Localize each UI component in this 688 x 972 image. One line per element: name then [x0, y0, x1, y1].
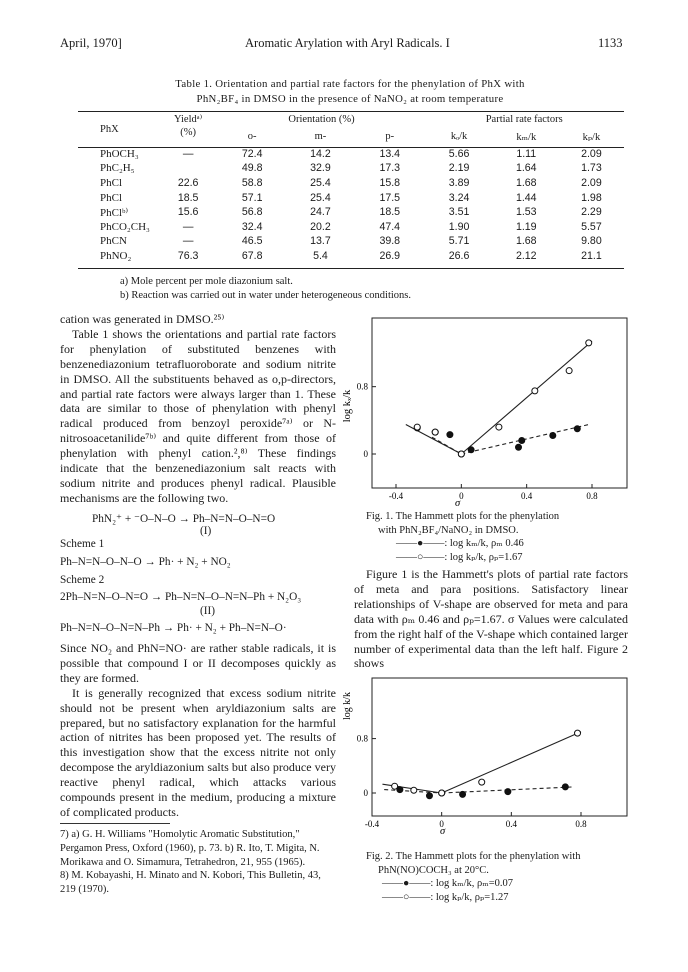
table-cell-yield: 22.6: [177, 177, 199, 190]
table-cell-p: 47.4: [379, 220, 401, 233]
figure-1-xlabel: σ: [455, 498, 461, 509]
f1-para-fit-line: [461, 341, 592, 454]
figure-2-ticks: [357, 734, 587, 829]
equation-2: Ph–N=N–O–N–O → Ph· + N₂ + NO₂: [60, 556, 231, 568]
table-cell-kp: 9.80: [581, 235, 602, 248]
table-cell-o: 56.8: [241, 206, 263, 219]
header-orientation: Orientation (%): [288, 113, 355, 125]
paragraph-nitrite: It is generally recognized that excess sodium nitrite should not be present when aryldiazonium salts are prepared, but no satisfactory explanation for the harmful action of nitrites has been proposed yet. The results of this investigation show that the excess nitrite not only decompose the aryldiazonium salts but also produce very reactive phenyl radical, which attacks various compounds present in the medium, producing a mixture of complicated products.: [60, 685, 336, 819]
left-column: [60, 312, 336, 506]
f2-xtick-label: 0.4: [505, 819, 517, 829]
f1-meta-point: [550, 432, 556, 438]
header-km: kₘ/k: [516, 131, 537, 143]
header-partial-rate: Partial rate factors: [485, 113, 563, 125]
f1-para-point: [432, 429, 438, 435]
references: [60, 828, 336, 897]
f1-para-point: [496, 424, 502, 430]
table-cell-km: 1.68: [515, 235, 537, 248]
table-footnote-b: b) Reaction was carried out in water under heterogeneous conditions.: [120, 290, 411, 301]
table-row: [78, 234, 624, 249]
table-cell-phx: PhCO₂CH₃: [100, 220, 150, 233]
table-cell-m: 32.9: [310, 162, 331, 175]
f2-ytick-label: 0.8: [356, 733, 368, 744]
paragraph-stable-radicals: Since NO₂ and PhN=NO· are rather stable radicals, it is possible that compound I or II decomposes quickly as they are formed.: [60, 641, 336, 685]
f2-para-point: [439, 790, 445, 796]
table-cell-ko: 1.90: [448, 220, 470, 233]
scheme-2-label: Scheme 2: [60, 574, 105, 586]
header-yield-unit: (%): [180, 126, 196, 138]
paragraph-figure1: Figure 1 is the Hammett's plots of partial rate factors of meta and para positions. Satisfactory linear relationships of V-shape are observed for meta and para data with ρₘ 0.46 and ρₚ=1.67. σ Values were calculated from the right half of the V-shape which contained larger number of experimental data than the left half. Figure 2 shows: [354, 567, 628, 671]
table-cell-o: 32.4: [241, 220, 263, 233]
header-para: p-: [385, 131, 395, 143]
figure-1-chart: [342, 316, 634, 510]
running-header-title: Aromatic Arylation with Aryl Radicals. I: [245, 36, 450, 50]
table-cell-p: 18.5: [379, 206, 401, 219]
f2-para-point: [411, 787, 417, 793]
figure-1-points: [414, 340, 592, 457]
table-cell-m: 25.4: [310, 177, 331, 190]
table-cell-kp: 1.98: [581, 191, 602, 204]
table-cell-o: 46.5: [241, 235, 263, 248]
header-phx: PhX: [100, 123, 119, 135]
f2-para-point: [575, 730, 581, 736]
table-cell-kp: 5.57: [581, 220, 602, 233]
figure-1-caption: [366, 510, 636, 564]
table-cell-p: 26.9: [379, 250, 401, 263]
equation-3: 2Ph–N=N–O–N=O → Ph–N=N–O–N=N–Ph + N₂O₃: [60, 591, 302, 603]
table-cell-kp: 2.09: [581, 177, 602, 190]
f1-para-point: [532, 388, 538, 394]
table-row: [78, 147, 624, 162]
table-cell-phx: PhCN: [100, 235, 127, 248]
table-cell-ko: 26.6: [448, 250, 470, 263]
figure-2-legend-para: ——○——: log kₚ/k, ρₚ=1.27: [382, 891, 509, 903]
figure-2-xlabel: σ: [440, 826, 446, 837]
table-cell-km: 1.19: [515, 220, 537, 233]
f1-xtick-label: 0.8: [586, 491, 598, 501]
header-ortho: o-: [247, 131, 257, 143]
f1-xtick-label: 0: [459, 491, 464, 501]
f1-meta-point: [516, 444, 522, 450]
equation-4: Ph–N=N–O–N=N–Ph → Ph· + N₂ + Ph–N=N–O·: [60, 622, 287, 634]
footnote-divider: [60, 823, 170, 824]
f1-para-point: [586, 340, 592, 346]
header-meta: m-: [314, 131, 327, 143]
f2-xtick-label: -0.4: [364, 819, 380, 829]
f2-meta-point: [562, 784, 568, 790]
table-cell-yield: 15.6: [177, 206, 199, 219]
table-caption-line2: PhN₂BF₄ in DMSO in the presence of NaNO₂ at room temperature: [196, 93, 504, 105]
table-cell-km: 1.53: [515, 206, 537, 219]
f1-meta-point: [468, 447, 474, 453]
table-cell-o: 49.8: [241, 162, 263, 175]
f2-ytick-label: 0: [363, 788, 368, 798]
header-kp: kₚ/k: [582, 131, 601, 143]
f2-para-fit-line: [442, 732, 581, 793]
table-cell-ko: 3.24: [448, 191, 470, 204]
table-cell-phx: PhOCH₃: [100, 147, 139, 160]
f2-meta-point: [460, 791, 466, 797]
equation-1: PhN₂⁺ + ⁻O–N–O → Ph–N=N–O–N=O: [92, 513, 276, 525]
figure-2-caption-line2: PhN(NO)COCH₃ at 20°C.: [378, 864, 489, 876]
table-cell-kp: 2.29: [581, 206, 602, 219]
table-cell-p: 39.8: [379, 235, 401, 248]
table-cell-ko: 2.19: [448, 162, 470, 175]
f1-para-point: [414, 424, 420, 430]
table-cell-km: 2.12: [515, 250, 537, 263]
f2-meta-point: [505, 789, 511, 795]
scheme-1-label: Scheme 1: [60, 538, 105, 550]
table-bottom-rule: [78, 268, 624, 269]
f1-para-point: [458, 451, 464, 457]
table-cell-m: 5.4: [313, 250, 328, 263]
table-cell-p: 17.3: [379, 162, 401, 175]
table-cell-phx: PhCl: [100, 191, 123, 204]
equation-3-label: (II): [200, 605, 216, 617]
f2-xtick-label: 0: [439, 819, 444, 829]
table-cell-ko: 3.89: [448, 177, 470, 190]
table-cell-yield: 76.3: [177, 250, 199, 263]
table-cell-m: 24.7: [310, 206, 331, 219]
f2-meta-point: [426, 793, 432, 799]
orientation-table: [78, 112, 624, 263]
table-cell-p: 13.4: [379, 147, 401, 160]
reference-7: 7) a) G. H. Williams "Homolytic Aromatic Substitution," Pergamon Press, Oxford (1960), p. 73. b) R. Ito, T. Migita, N. Morikawa and O. Simamura, Tetrahedron, 21, 955 (1965).: [60, 829, 320, 868]
f1-meta-point: [574, 426, 580, 432]
f2-xtick-label: 0.8: [575, 819, 587, 829]
table-cell-o: 57.1: [241, 191, 263, 204]
table-cell-yield: —: [182, 147, 194, 160]
figure-1-lines: [406, 341, 592, 454]
table-cell-ko: 5.71: [448, 235, 470, 248]
figure-2-frame: [372, 678, 627, 816]
table-cell-kp: 2.09: [581, 147, 602, 160]
paragraph-continuation: cation was generated in DMSO.²⁵⁾: [60, 312, 225, 326]
figure-2-chart: [342, 676, 634, 838]
table-cell-yield: [158, 161, 219, 176]
table-footnote-a: a) Mole percent per mole diazonium salt.: [120, 276, 293, 287]
table-cell-phx: PhClᵇ⁾: [100, 206, 129, 219]
reference-8: 8) M. Kobayashi, H. Minato and N. Kobori, This Bulletin, 43, 219 (1970).: [60, 870, 321, 896]
f1-xtick-label: -0.4: [388, 491, 404, 501]
table-cell-phx: PhNO₂: [100, 250, 132, 263]
figure-1-ticks: [357, 382, 598, 501]
table-cell-ko: 5.66: [448, 147, 470, 160]
f1-meta-fit-line: [461, 425, 588, 454]
figure-2-caption: [366, 850, 646, 904]
table-row: [78, 176, 624, 191]
table-cell-p: 17.5: [379, 191, 401, 204]
table-cell-phx: PhCl: [100, 177, 123, 190]
f1-meta-point: [519, 438, 525, 444]
table-row: [78, 190, 624, 205]
figure-2-points: [392, 730, 581, 799]
table-cell-ko: 3.51: [448, 206, 470, 219]
table-body: [78, 147, 624, 264]
table-cell-km: 1.64: [515, 162, 537, 175]
figure-1-caption-line1: Fig. 1. The Hammett plots for the phenylation: [366, 511, 560, 522]
table-cell-km: 1.44: [515, 191, 537, 204]
table-cell-m: 25.4: [310, 191, 331, 204]
right-column: [354, 567, 628, 671]
table-cell-o: 67.8: [241, 250, 263, 263]
table-cell-km: 1.68: [515, 177, 537, 190]
table-row: [78, 220, 624, 235]
table-cell-yield: 18.5: [177, 191, 199, 204]
f1-para-point: [566, 368, 572, 374]
f1-ytick-label: 0.8: [356, 381, 368, 392]
table-cell-o: 58.8: [241, 177, 263, 190]
paragraph-table1: Table 1 shows the orientations and partial rate factors for phenylation of substituted benzenes with benzenediazonium tetrafluoroborate and sodium nitrite in DMSO. All the substituents behaved as o,p-directors, and partial rate factors were always larger than 1. These data are similar to those of phenylation with phenyl radical produced from benzoyl peroxide⁷ᵃ⁾ or N-nitrosoacetanilide⁷ᵇ⁾ and quite different from those of phenylation with phenyl cation.²,⁸⁾ These findings indicate that the benzenediazonium salt reacts with sodium nitrite and produces phenyl radical. Plausible mechanisms are the following two.: [60, 326, 336, 505]
table-cell-phx: PhC₂H₅: [100, 162, 135, 175]
figure-1-legend-meta: ——●——: log kₘ/k, ρₘ 0.46: [396, 538, 524, 550]
header-yield: Yieldᵃ⁾: [174, 114, 203, 126]
running-header-date: April, 1970]: [60, 36, 122, 50]
figure-2-ylabel: log k/k: [342, 691, 353, 721]
figure-2-caption-line1: Fig. 2. The Hammett plots for the phenylation with: [366, 851, 581, 862]
table-cell-m: 13.7: [310, 235, 331, 248]
f2-para-point: [392, 783, 398, 789]
table-row: [78, 161, 624, 176]
table-cell-m: 20.2: [310, 220, 331, 233]
table-cell-yield: —: [182, 235, 194, 248]
table-cell-p: 15.8: [379, 177, 401, 190]
f1-ytick-label: 0: [363, 449, 368, 459]
table-row: [78, 205, 624, 220]
table-cell-yield: —: [182, 220, 194, 233]
table-cell-km: 1.11: [516, 147, 537, 160]
equation-1-label: (I): [200, 525, 212, 537]
table-cell-kp: 1.73: [581, 162, 602, 175]
f1-xtick-label: 0.4: [521, 491, 533, 501]
figure-1-caption-line2: with PhN₂BF₄/NaNO₂ in DMSO.: [378, 524, 519, 536]
figure-2-legend-meta: ——●——: log kₘ/k, ρₘ=0.07: [382, 878, 514, 890]
f1-meta-point: [447, 432, 453, 438]
figure-1-legend-para: ——○——: log kₚ/k, ρₚ=1.67: [396, 551, 523, 563]
left-column-lower: [60, 641, 336, 820]
f2-para-point: [479, 779, 485, 785]
table-caption-line1: Table 1. Orientation and partial rate factors for the phenylation of PhX with: [175, 78, 525, 90]
table-cell-o: 72.4: [241, 147, 263, 160]
table-cell-kp: 21.1: [581, 250, 602, 263]
figure-1-ylabel: log kₓ/k: [342, 389, 353, 423]
table-cell-m: 14.2: [310, 147, 331, 160]
table-row: [78, 249, 624, 264]
header-ko: kₒ/k: [450, 131, 468, 143]
page-number: 1133: [598, 36, 623, 50]
